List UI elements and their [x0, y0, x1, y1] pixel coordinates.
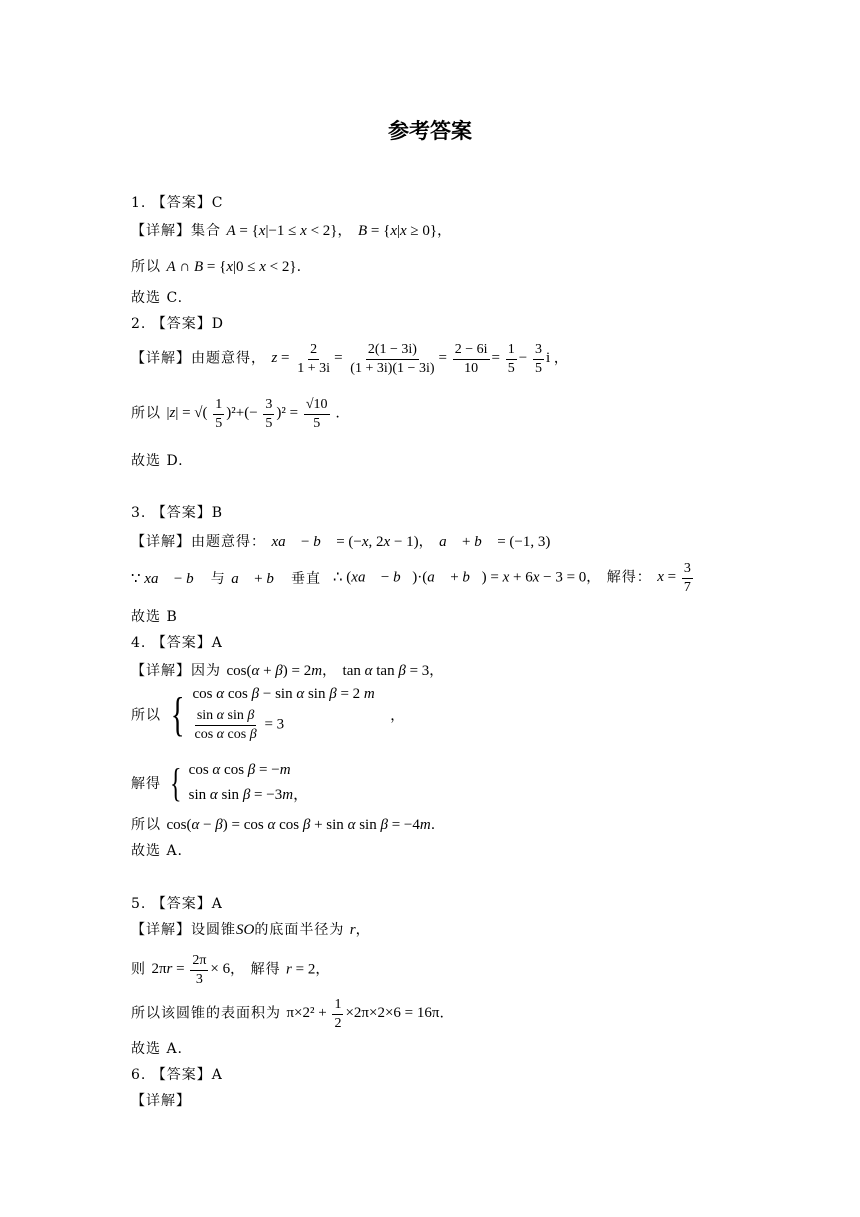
q5-area: π×2² + $\frac{1}{2}$ ×2π×2×6 = 16π [286, 997, 440, 1031]
q5-pick: 故选 A. [131, 1041, 184, 1057]
q3-expr1: xa⃗ − b⃗ = (−x, 2x − 1) [271, 534, 419, 550]
q5-answer: 5. 【答案】A [131, 896, 223, 912]
q3-because: ∵ xa⃗ − b⃗ [131, 571, 206, 587]
q4-so-label-2: 所以 [131, 817, 161, 833]
q4-system1: 所以 { cos α cos β − sin α sin β = 2 m $\frac{\text{sin α sin β}}{\text{cos α cos β}}$ = 3 ， [131, 686, 406, 742]
q4-detail: 【详解】因为 cos(α + β) = 2m， tan α tan β = 3， [131, 663, 445, 679]
q4-final-line: 所以 cos(α − β) = cos α cos β + sin α sin β = −4m. [131, 817, 437, 833]
q1-intersection-line: 所以 A ∩ B = {x|0 ≤ x < 2}. [131, 259, 303, 275]
q5-area-line: 所以该圆锥的表面积为 π×2² + $\frac{1}{2}$ ×2π×2×6 = 16π. [131, 997, 445, 1031]
q5-equation-line: 则 2πr = $\frac{2\pi}{3}$ × 6， 解得 r = 2， [131, 953, 331, 987]
q1-intersection: A ∩ B = {x|0 ≤ x < 2} [166, 259, 297, 275]
q5-solve-label: 解得 [250, 961, 281, 978]
q1-set-b: B = {x|x ≥ 0} [357, 223, 438, 239]
q3-expr2: a⃗ + b⃗ = (−1, 3) [439, 534, 551, 550]
q5-r-value: r = 2 [286, 961, 316, 978]
q6-answer: 6. 【答案】A [131, 1067, 223, 1083]
q1-detail-label: 【详解】集合 [131, 223, 221, 239]
q1-set-a: A = {x|−1 ≤ x < 2} [226, 223, 338, 239]
q4-final: cos(α − β) = cos α cos β + sin α sin β = −4m [166, 817, 431, 833]
q2-modulus-line: 所以 |z| = √( $\frac{1}{5}$ )²+(− $\frac{3}{5}$ )² = $\frac{√10}{5}$ . [131, 397, 341, 431]
q6-detail: 【详解】 [131, 1093, 191, 1109]
q3-detail-label: 【详解】由题意得： [131, 534, 266, 550]
q4-system2 [131, 762, 308, 804]
q4-so-label: 所以 [131, 707, 161, 724]
q3-dot: ∴ (xa⃗ − b⃗)·(a⃗ + b⃗) = x + 6x − 3 = 0 [333, 569, 587, 586]
q2-pick: 故选 D. [131, 453, 184, 469]
q4-system1-body: { cos α cos β − sin α sin β = 2 m $\frac{\text{sin α sin β}}{\text{cos α cos β}}$ = 3 [171, 686, 375, 742]
q5-area-label: 所以该圆锥的表面积为 [131, 1005, 281, 1022]
q4-given2: tan α tan β = 3 [342, 663, 430, 679]
q3-detail: 【详解】由题意得： xa⃗ − b⃗ = (−x, 2x − 1)， a⃗ + b⃗ = (−1, 3) [131, 534, 551, 550]
q4-answer: 4. 【答案】A [131, 635, 223, 651]
q5-detail-mid: 的底面半径为 [254, 922, 345, 938]
q5-equation: 2πr = $\frac{2\pi}{3}$ × 6 [151, 953, 231, 987]
q4-system2-body: { cos α cos β = −m sin α sin β = −3m， [170, 760, 309, 805]
q4-solve-label: 解得 [131, 776, 161, 792]
q2-so-label: 所以 [131, 405, 161, 422]
q2-detail: 【详解】由题意得， z = $\frac{2}{1 + 3i}$ = $\frac{2(1 - 3i)}{(1 + 3i)(1 - 3i)}$ = $\frac{2 - 6i}{10}$ = $\frac{1}{5}$ − $\frac{3}{5}$ i ， [131, 342, 569, 376]
q3-perp-label: 垂直 [290, 571, 321, 587]
q3-pick: 故选 B [131, 609, 178, 625]
q5-so-label: SO [236, 922, 255, 938]
q5-detail: 【详解】设圆锥SO的底面半径为 r， [131, 922, 371, 938]
q3-sum: a⃗ + b⃗ [231, 571, 286, 587]
page-title: 参考答案 [388, 119, 472, 143]
q2-z-expr: z = $\frac{2}{1 + 3i}$ = $\frac{2(1 - 3i)}{(1 + 3i)(1 - 3i)}$ = $\frac{2 - 6i}{10}$ = $\frac{1}{5}$ − $\frac{3}{5}$ i [271, 342, 554, 376]
q4-given1: cos(α + β) = 2m [226, 663, 323, 679]
q4-sys2-line1: cos α cos β = −m [188, 762, 291, 778]
q1-detail: 【详解】集合 A = {x|−1 ≤ x < 2}， B = {x|x ≥ 0}， [131, 223, 453, 239]
q3-x-value: x = $\frac{3}{7}$ [657, 561, 691, 595]
q4-sys2-line2: sin α sin β = −3m， [188, 787, 309, 803]
q3-dot-line: ∴ (xa⃗ − b⃗)·(a⃗ + b⃗) = x + 6x − 3 = 0， 解得： x = $\frac{3}{7}$ [333, 560, 695, 596]
q1-answer: 1. 【答案】C [131, 195, 224, 211]
q5-r-symbol: r [349, 922, 356, 938]
q3-solve-label: 解得： [606, 569, 652, 586]
q4-sys1-line2: $\frac{\text{sin α sin β}}{\text{cos α cos β}}$ = 3 [194, 708, 285, 742]
q3-answer: 3. 【答案】B [131, 505, 224, 521]
q5-detail-label: 【详解】设圆锥 [131, 922, 236, 938]
q4-pick: 故选 A. [131, 843, 184, 859]
q5-then-label: 则 [131, 961, 146, 978]
q1-pick: 故选 C. [131, 290, 184, 306]
q4-sys1-line1: cos α cos β − sin α sin β = 2 m [192, 686, 375, 702]
q2-detail-label: 【详解】由题意得， [131, 350, 266, 367]
q2-modulus: |z| = √( $\frac{1}{5}$ )²+(− $\frac{3}{5}$ )² = $\frac{√10}{5}$ [166, 397, 328, 431]
q3-perp-line [131, 568, 321, 588]
q2-answer: 2. 【答案】D [131, 316, 225, 332]
q4-detail-label: 【详解】因为 [131, 663, 221, 679]
q1-so-label: 所以 [131, 259, 161, 275]
q3-and-label: 与 [210, 571, 226, 587]
